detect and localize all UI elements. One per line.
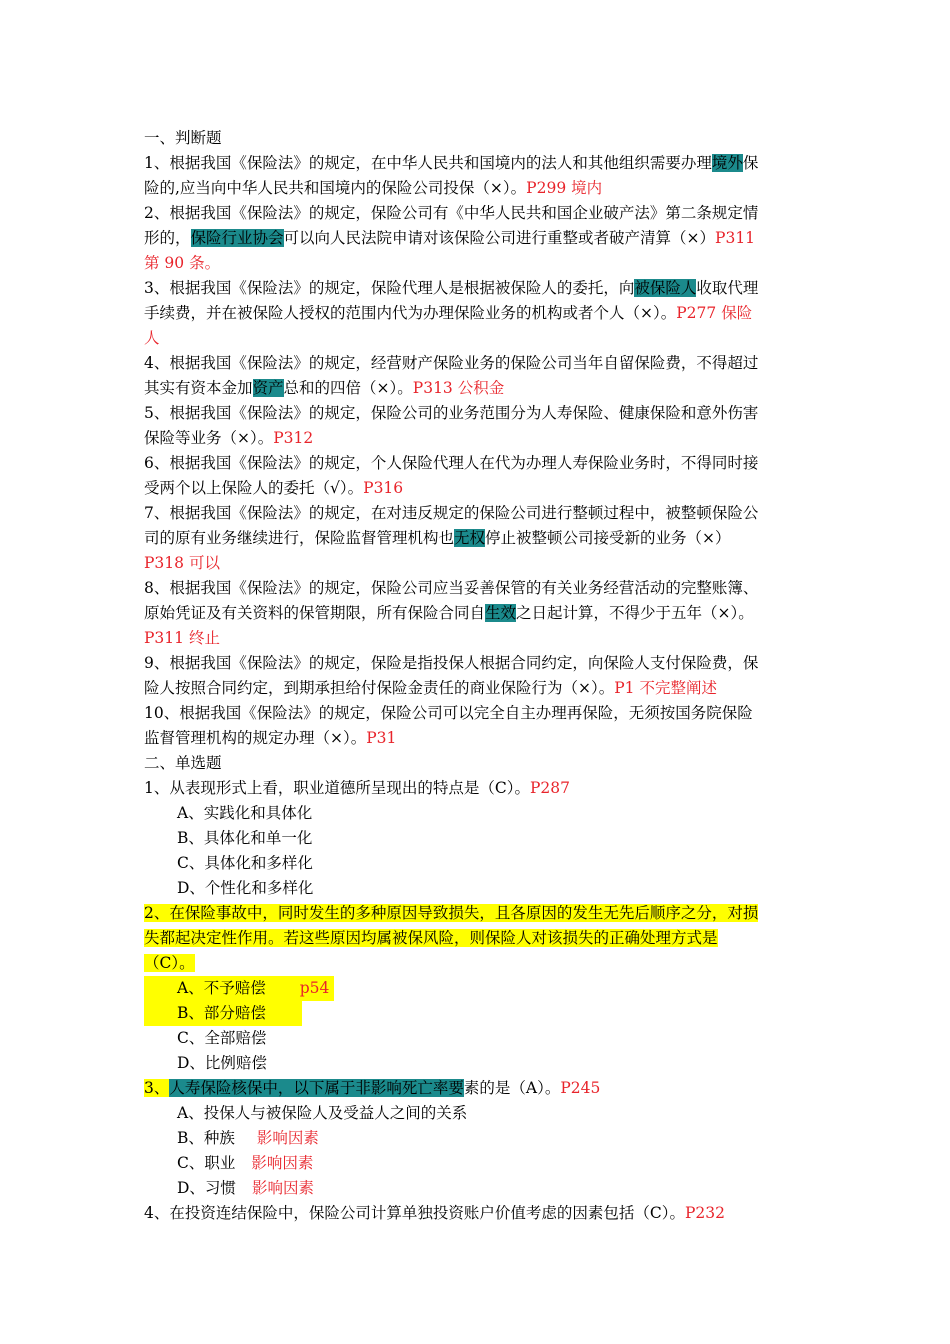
answer-note: P277 保险 [676,304,753,322]
section-title-judgment: 一、判断题 [144,129,222,147]
answer-note: P232 [684,1204,725,1222]
judgment-q2-line2: 形的，保险行业协会可以向人民法院申请对该保险公司进行重整或者破产清算（×）P311 [144,229,756,247]
single-q3-option-c: C、职业 影响因素 [177,1154,314,1172]
highlight-yellow: 3、 [144,1079,170,1097]
answer-note: P245 [560,1079,601,1097]
answer-note: P287 [529,779,570,797]
answer-note: P313 公积金 [412,379,505,397]
document-page [144,126,824,1226]
answer-note: P1 不完整阐述 [614,679,717,697]
highlight-yellow: B、部分赔偿 [144,1001,302,1026]
judgment-q1-line1: 1、根据我国《保险法》的规定，在中华人民共和国境内的法人和其他组织需要办理境外保 [144,154,759,172]
section-title-single-choice: 二、单选题 [144,754,222,772]
answer-note: 影响因素 [251,1179,314,1197]
single-q3-option-a: A、投保人与被保险人及受益人之间的关系 [177,1104,468,1122]
judgment-q4-line1: 4、根据我国《保险法》的规定，经营财产保险业务的保险公司当年自留保险费，不得超过 [144,354,759,372]
single-q3-option-d: D、习惯 影响因素 [177,1179,314,1197]
judgment-q8-line1: 8、根据我国《保险法》的规定，保险公司应当妥善保管的有关业务经营活动的完整账簿、 [144,579,759,597]
single-q1-option-a: A、实践化和具体化 [177,804,313,822]
single-q1-stem: 1、从表现形式上看，职业道德所呈现出的特点是（C）。P287 [144,779,570,797]
single-q1-option-d: D、个性化和多样化 [177,879,314,897]
highlight-teal: 生效 [485,604,517,622]
single-q2-stem-line3 [144,951,824,976]
single-q2-option-d: D、比例赔偿 [177,1054,267,1072]
highlight-yellow: （C）。 [144,954,195,972]
judgment-q2-line3: 第 90 条。 [144,254,221,272]
highlight-yellow: A、不予赔偿 p54 [144,976,334,1001]
judgment-q7-line2: 司的原有业务继续进行，保险监督管理机构也无权停止被整顿公司接受新的业务（×） [144,529,731,547]
judgment-q9-line2: 险人按照合同约定，到期承担给付保险金责任的商业保险行为（×）。P1 不完整阐述 [144,679,717,697]
highlight-yellow: 2、在保险事故中，同时发生的多种原因导致损失，且各原因的发生无先后顺序之分，对损 [144,904,759,922]
single-q2-option-a [144,976,824,1001]
single-q1-option-c: C、具体化和多样化 [177,854,313,872]
single-q3-option-b: B、种族 影响因素 [177,1129,319,1147]
answer-note: 影响因素 [251,1154,314,1172]
highlight-teal: 被保险人 [634,279,697,297]
highlight-teal: 保险行业协会 [190,229,284,247]
answer-note: P311 [715,229,756,247]
single-q2-stem-line1 [144,901,824,926]
judgment-q6-line1: 6、根据我国《保险法》的规定，个人保险代理人在代为办理人寿保险业务时，不得同时接 [144,454,759,472]
highlight-teal: 无权 [454,529,486,547]
judgment-q8-line2: 原始凭证及有关资料的保管期限，所有保险合同自生效之日起计算，不得少于五年（×）。 [144,604,754,622]
single-q2-option-b [144,1001,824,1026]
single-q4-stem: 4、在投资连结保险中，保险公司计算单独投资账户价值考虑的因素包括（C）。P232 [144,1204,725,1222]
judgment-q10-line2: 监督管理机构的规定办理（×）。P31 [144,729,397,747]
judgment-q9-line1: 9、根据我国《保险法》的规定，保险是指投保人根据合同约定，向保险人支付保险费，保 [144,654,759,672]
answer-note: P316 [363,479,404,497]
judgment-q5-line2: 保险等业务（×）。P312 [144,429,314,447]
single-q1-option-b: B、具体化和单一化 [177,829,313,847]
single-q2-stem-line2 [144,926,824,951]
judgment-q6-line2: 受两个以上保险人的委托（√）。P316 [144,479,404,497]
single-q3-stem: 3、人寿保险核保中，以下属于非影响死亡率要素的是（A）。P245 [144,1079,601,1097]
highlight-yellow: 失都起决定性作用。若这些原因均属被保风险，则保险人对该损失的正确处理方式是 [144,929,718,947]
judgment-q3-line2: 手续费，并在被保险人授权的范围内代为办理保险业务的机构或者个人（×）。P277 保险 [144,304,753,322]
judgment-q1-line2: 险的,应当向中华人民共和国境内的保险公司投保（×）。P299 境内 [144,179,603,197]
judgment-q2-line1: 2、根据我国《保险法》的规定，保险公司有《中华人民共和国企业破产法》第二条规定情 [144,204,759,222]
highlight-teal: 境外 [711,154,743,172]
answer-note: 影响因素 [256,1129,319,1147]
judgment-q10-line1: 10、根据我国《保险法》的规定，保险公司可以完全自主办理再保险，无须按国务院保险 [144,704,753,722]
highlight-teal: 人寿保险核保中，以下属于非影响死亡率要 [169,1079,464,1097]
judgment-q7-line3: P318 可以 [144,554,220,572]
answer-note: P299 境内 [526,179,603,197]
judgment-q5-line1: 5、根据我国《保险法》的规定，保险公司的业务范围分为人寿保险、健康保险和意外伤害 [144,404,759,422]
judgment-q8-line3: P311 终止 [144,629,220,647]
judgment-q3-line1: 3、根据我国《保险法》的规定，保险代理人是根据被保险人的委托，向被保险人收取代理 [144,279,759,297]
answer-note: P312 [273,429,314,447]
answer-note: p54 [299,979,330,997]
highlight-teal: 资产 [252,379,284,397]
answer-note: P31 [366,729,397,747]
judgment-q7-line1: 7、根据我国《保险法》的规定，在对违反规定的保险公司进行整顿过程中，被整顿保险公 [144,504,759,522]
judgment-q4-line2: 其实有资本金加资产总和的四倍（×）。P313 公积金 [144,379,505,397]
single-q2-option-c: C、全部赔偿 [177,1029,267,1047]
judgment-q3-line3: 人 [144,329,160,347]
